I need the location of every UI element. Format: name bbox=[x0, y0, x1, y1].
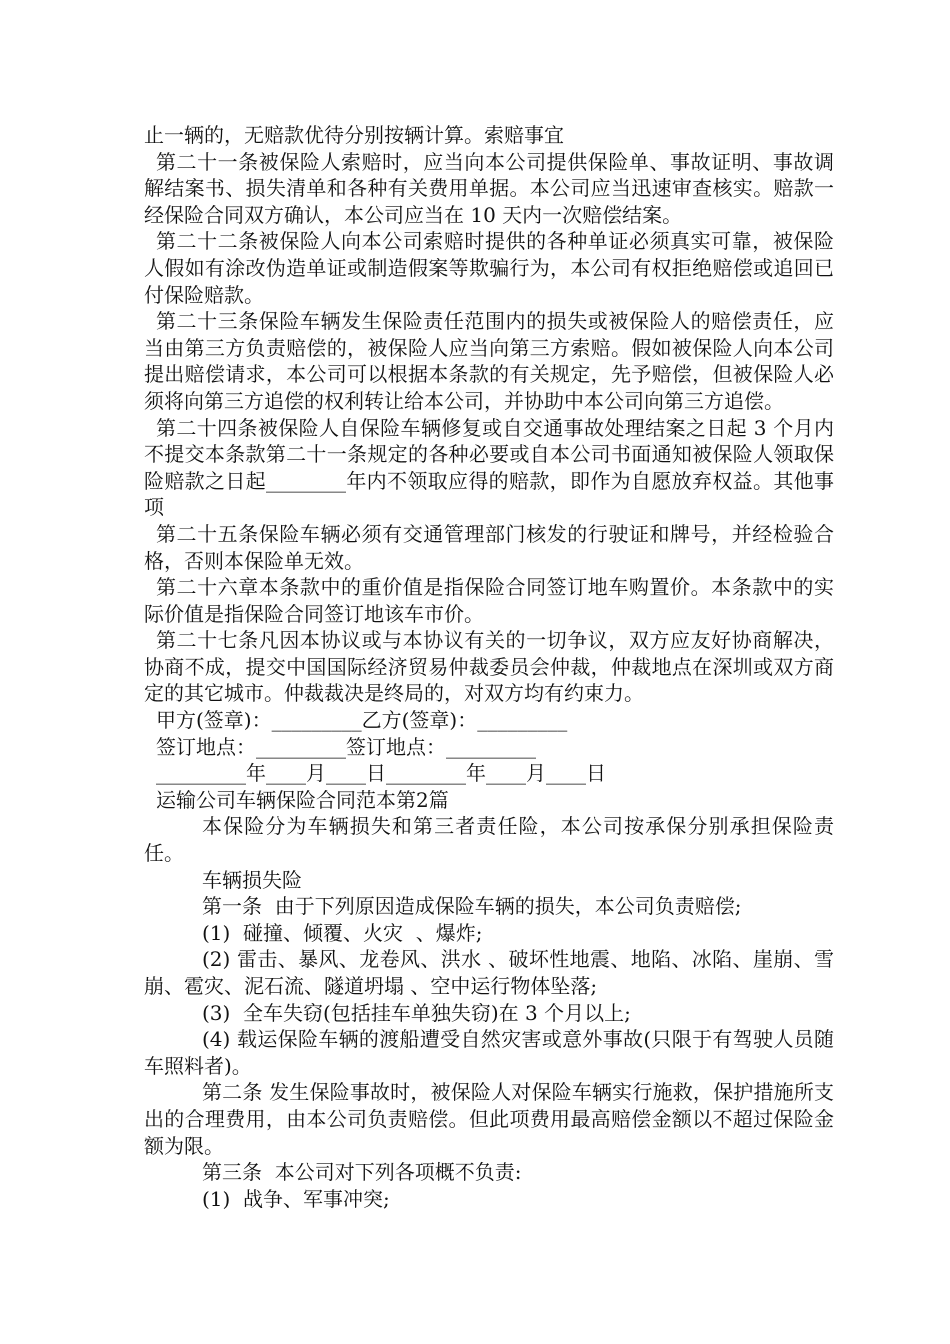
paragraph-article-1: 第一条 由于下列原因造成保险车辆的损失，本公司负责赔偿; bbox=[202, 894, 742, 919]
signature-line-parties: 甲方(签章)：_________乙方(签章)：_________ bbox=[156, 708, 568, 733]
paragraph-article-22: 第二十二条被保险人向本公司索赔时提供的各种单证必须真实可靠，被保险人假如有涂改伪造单证或制造假案等欺骗行为，本公司有权拒绝赔偿或追回已付保险赔款。 bbox=[144, 229, 834, 307]
signature-line-date: _________年____月____日________年____月____日 bbox=[156, 761, 606, 786]
section-title-part-2: 运输公司车辆保险合同范本第2篇 bbox=[156, 787, 449, 812]
signature-line-place: 签订地点：_________签订地点：_________ bbox=[156, 734, 536, 759]
exclusion-item-1: (1) 战争、军事冲突; bbox=[202, 1186, 390, 1211]
document-body bbox=[144, 122, 834, 1212]
paragraph-insurance-scope: 本保险分为车辆损失和第三者责任险，本公司按承保分别承担保险责任。 bbox=[144, 814, 834, 866]
paragraph-article-24: 第二十四条被保险人自保险车辆修复或自交通事故处理结案之日起 3 个月内不提交本条款第二十一条规定的各种必要或自本公司书面通知被保险人领取保险赔款之日起________年内不领取应得的赔款，即作为自愿放弃权益。其他事项 bbox=[144, 415, 834, 520]
paragraph-article-2: 第二条 发生保险事故时，被保险人对保险车辆实行施救，保护措施所支出的合理费用，由本公司负责赔偿。但此项费用最高赔偿金额以不超过保险金额为限。 bbox=[144, 1080, 834, 1158]
list-item-1: (1) 碰撞、倾覆、火灾 、爆炸; bbox=[202, 920, 483, 945]
paragraph-article-23: 第二十三条保险车辆发生保险责任范围内的损失或被保险人的赔偿责任，应当由第三方负责赔偿的，被保险人应当向第三方索赔。假如被保险人向本公司提出赔偿请求，本公司可以根据本条款的有关规定，先予赔偿，但被保险人必须将向第三方追偿的权利转让给本公司，并协助中本公司向第三方追偿。 bbox=[144, 309, 834, 413]
paragraph-article-25: 第二十五条保险车辆必须有交通管理部门核发的行驶证和牌号，并经检验合格，否则本保险单无效。 bbox=[144, 521, 834, 573]
list-item-3: (3) 全车失窃(包括挂车单独失窃)在 3 个月以上; bbox=[202, 1000, 631, 1025]
paragraph-article-3: 第三条 本公司对下列各项概不负责: bbox=[202, 1160, 522, 1185]
list-item-2: (2) 雷击、暴风、龙卷风、洪水 、破坏性地震、地陷、冰陷、崖崩、雪崩、雹灾、泥石流、隧道坍塌 、空中运行物体坠落; bbox=[144, 947, 834, 998]
paragraph-claims-heading: 止一辆的，无赔款优待分别按辆计算。索赔事宜 bbox=[144, 123, 564, 147]
paragraph-article-26: 第二十六章本条款中的重价值是指保险合同签订地车购置价。本条款中的实际价值是指保险合同签订地该车市价。 bbox=[144, 575, 834, 626]
heading-vehicle-loss: 车辆损失险 bbox=[202, 867, 302, 892]
list-item-4: (4) 载运保险车辆的渡船遭受自然灾害或意外事故(只限于有驾驶人员随车照料者)。 bbox=[144, 1027, 834, 1078]
paragraph-article-27: 第二十七条凡因本协议或与本协议有关的一切争议，双方应友好协商解决，协商不成，提交中国国际经济贸易仲裁委员会仲裁，仲裁地点在深圳或双方商定的其它城市。仲裁裁决是终局的，对双方均有约束力。 bbox=[144, 628, 834, 706]
paragraph-article-21: 第二十一条被保险人索赔时，应当向本公司提供保险单、事故证明、事故调解结案书、损失清单和各种有关费用单据。本公司应当迅速审查核实。赔款一经保险合同双方确认，本公司应当在 10 天内一次赔偿结案。 bbox=[144, 149, 834, 227]
